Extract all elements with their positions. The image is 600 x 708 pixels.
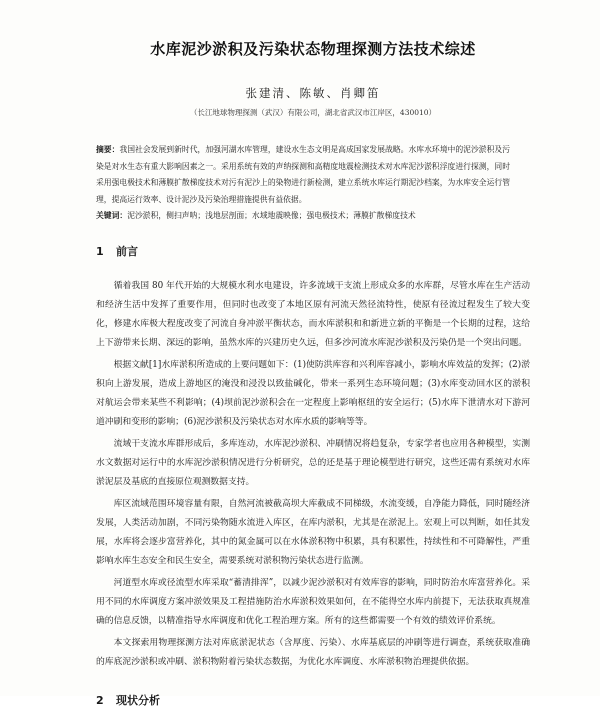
section-heading-1 (96, 243, 530, 259)
abstract-text: 我国社会发展到新时代，加强河湖水库管理，建设水生态文明是高成国家发展战略。水库水环境中的泥沙淤积及污染是对水生态有重大影响因素之一。采用系统有效的声纳探测和高精度地震检测技术对水库泥沙淤积浮度进行探测，同时采用强电极技术和薄膜扩散梯度技术对污有泥沙上的染物进行新检测，建立系统水库运行期泥沙档案，为水库安全运行管理，提高运行效率、设计泥沙及污染治理措施提供有益依据。 (96, 145, 510, 204)
body-paragraph: 根据文献[1]水库淤积所造成的上要问题如下：(1)使防洪库容和兴利库容减小，影响水库效益的发挥；(2)淤积向上游发展，造成上游地区的淹没和浸没以致盐碱化，带来一系列生态环境问题；(3)水库变动回水区的淤积对航运会带来某些不利影响；(4)坝前泥沙淤积会在一定程度上影响枢纽的安全运行；(5)水库下泄清水对下游河道冲刷和变形的影响；(6)泥沙淤积及污染状态对水库水质的影响等等。 (96, 360, 530, 427)
section-number: 2 (96, 694, 104, 707)
section-title: 现状分析 (116, 694, 160, 707)
section-number: 1 (96, 245, 104, 258)
body-paragraph: 河道型水库或径流型水库采取“蓄清排浑”，以减少泥沙淤积对有效库容的影响，同时防治水库富营养化。采用不同的水库调度方案冲淤效果及工程措施防治水库淤积效果如何，在不能得空水库内前提下，无法获取真规准确的信息反馈，以精准指导水库调度和优化工程治理方案。所有的这些都需要一个有效的绩效评价系统。 (96, 578, 530, 626)
paper-title: 水库泥沙淤积及污染状态物理探测方法技术综述 (150, 40, 476, 58)
body-paragraph: 循着我国 80 年代开始的大规模水利水电建设，许多流域干支流上形成众多的水库群，尽管水库在生产活动和经济生活中发挥了重要作用，但同时也改变了本地区原有河流天然径流特性，使原有径流过程发生了较大变化，修建水库极大程度改变了河流自身冲淤平衡状态，而水库淤积和和新进立新的平衡是一个长期的过程，这给上下游带来长期、深远的影响，虽然水库的兴建历史久远，但多沙河流水库泥沙淤积及污染仍是一个突出问题。 (96, 281, 530, 348)
keywords-text: 泥沙淤积，侧扫声呐；浅地层剖面；水域地震映像；强电极技术；薄膜扩散梯度技术 (127, 211, 416, 220)
keywords (96, 209, 510, 223)
paper-authors: 张建清、陈敏、肖卿笛 (245, 86, 381, 100)
section-title: 前言 (116, 245, 138, 258)
abstract-label: 摘要： (96, 145, 120, 154)
section-heading-2 (96, 692, 530, 708)
paper-affiliation: （长江地球物理探测（武汉）有限公司，湖北省武汉市江岸区，430010） (189, 108, 437, 117)
body-paragraph: 本文探索用物理探测方法对库底淤泥状态（含厚度、污染）、水库基底层的冲刷等进行调查，系统获取准确的库底泥沙淤积或冲刷、淤积物附着污染状态数据，为优化水库调度、水库淤积物治理提供依据。 (96, 638, 530, 667)
abstract (96, 142, 510, 208)
body-paragraph: 流域干支流水库群形成后，多库连动，水库泥沙淤积、冲刷情况将趋复杂，专家学者也应用各种模型，实测水文数据对运行中的水库泥沙淤积情况进行分析研究，总的还是基于理论模型进行研究，这些还需有系统对水库淤泥层及基底的直接原位观测数据支持。 (96, 439, 530, 487)
keywords-label: 关键词： (96, 211, 128, 220)
body-paragraph: 库区流域范围环境容量有限，自然河流被截高坝大库截成不同梯级，水流变缓，自净能力降低，同时随经济发展，人类活动加剧，不同污染物随水流进入库区，在库内淤积，尤其是在淤泥上。宏观上可以判断，如任其发展，水库将会逐步富营养化，其中的氮金属可以在水体淤积物中积累，具有积累性，持续性和不可降解性，严重影响水库生态安全和民生安全，需要系统对淤积物污染状态进行监测。 (96, 499, 530, 566)
